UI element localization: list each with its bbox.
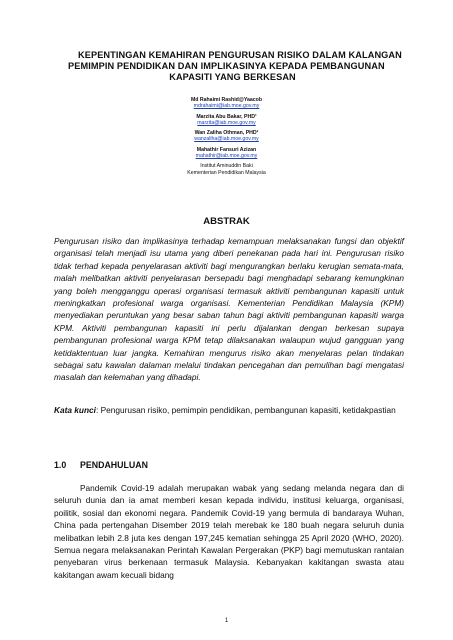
- section-number: 1.0: [54, 460, 67, 470]
- abstract-text: Pengurusan risiko dan implikasinya terhadap kemampuan melaksanakan fungsi dan objektif organisasi telah menjadi isu utama yang diberi penekanan pada hari ini. Pengurusan risiko tidak terhad kepada penyelarasan aktiviti bagi mengurangkan berlaku kerugian semata-mata, malah melibatkan aktiviti penyelarasan bersepadu bagi menghadapi sebarang kemungkinan yang boleh mengganggu operasi organisasi termasuk aktiviti pembangunan kapasiti untuk meningkatkan profesional warga organisasi. Kementerian Pendidikan Malaysia (KPM) menyediakan peruntukan yang besar saban tahun bagi aktiviti pembangunan kapasiti warga KPM. Aktiviti pembangunan kapasiti ini perlu dijalankan dengan berkesan supaya pembangunan profesional warga KPM tetap dilaksanakan walaupun wujud gangguan yang ketidaktentuan luar jangka. Kemahiran mengurus risiko akan menyelaras pelan tindakan sebagai satu kawalan dalaman melalui tindakan pencegahan dan pemulihan bagi mengatasi masalah dan kelemahan yang dihadapi.: [54, 236, 404, 383]
- abstract-heading: ABSTRAK: [203, 216, 250, 227]
- keywords-paragraph: [54, 404, 404, 416]
- author-name: Mahathir Fansuri Azizan: [196, 146, 257, 153]
- paper-title: [60, 50, 405, 83]
- author-email-link[interactable]: marzita@iab.moe.gov.my: [197, 119, 256, 126]
- page-number: 1: [224, 618, 229, 624]
- author-email-link[interactable]: wanzaliha@iab.moe.gov.my: [194, 136, 259, 143]
- title-line-1: KEPENTINGAN KEMAHIRAN PENGURUSAN RISIKO DALAM KALANGAN: [78, 50, 402, 60]
- author-email-link[interactable]: mdrahaimi@iab.moe.gov.my: [193, 103, 260, 110]
- keywords-label: Kata kunci: [54, 405, 96, 415]
- title-line-3: KAPASITI YANG BERKESAN: [169, 72, 296, 82]
- section-title: PENDAHULUAN: [80, 460, 148, 470]
- keywords-text: : Pengurusan risiko, pemimpin pendidikan, pembangunan kapasiti, ketidakpastian: [95, 405, 396, 415]
- institution-line-1: Institut Aminuddin Baki: [200, 163, 253, 170]
- author-email-link[interactable]: mahathir@iab.moe.gov.my: [195, 153, 258, 160]
- title-line-2: PEMIMPIN PENDIDIKAN DAN IMPLIKASINYA KEPADA PEMBANGUNAN: [68, 61, 385, 71]
- section-body-text: Pandemik Covid-19 adalah merupakan wabak yang sedang melanda negara dan di seluruh dunia dan ia amat memberi kesan kepada individu, institusi keluarga, organisasi, poilitik, sosial dan ekonomi negara. Pandemik Covid-19 yang bermula di bandaraya Wuhan, China pada pertengahan Disember 2019 telah merebak ke 180 buah negara seluruh dunia melibatkan lebih 2.8 juta kes dengan 197,245 kematian sehingga 25 April 2020 (WHO, 2020). Semua negara melaksanakan Perintah Kawalan Pergerakan (PKP) bagi memutuskan rantaian penyebaran virus berkenaan termasuk Malaysia. Kebanyakan kakitangan swasta atau kakitangan awam kecuali bidang: [54, 483, 404, 580]
- author-name: Marzita Abu Bakar, PHD¹: [196, 113, 257, 120]
- author-name: Md Rahaimi Rashid@Yaacob: [190, 97, 263, 103]
- author-block: [0, 97, 453, 176]
- institution-line-2: Kementerian Pendidikan Malaysia: [187, 169, 266, 176]
- author-name: Wan Zaliha Othman, PHD²: [194, 130, 259, 137]
- section-heading: [54, 460, 148, 470]
